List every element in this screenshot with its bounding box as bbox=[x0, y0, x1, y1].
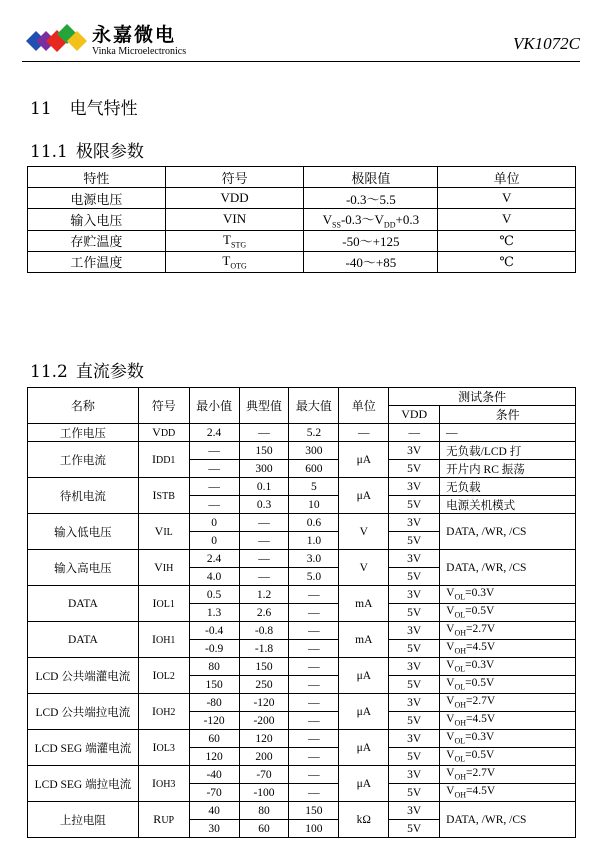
cell-min: -0.4 bbox=[189, 622, 239, 640]
cell-condition: $V_{OL}=0.5V$ bbox=[440, 676, 576, 694]
header-max: 最大值 bbox=[289, 388, 339, 424]
cell-typ: -200 bbox=[239, 712, 289, 730]
cell-typ: 150 bbox=[239, 658, 289, 676]
cell-condition: $V_{OL}=0.3V$ bbox=[440, 730, 576, 748]
header-cell: 特性 bbox=[28, 167, 166, 188]
header-test-conditions: 测试条件 bbox=[389, 388, 576, 406]
header-cell: 单位 bbox=[438, 167, 576, 188]
cell-typ: — bbox=[239, 424, 289, 442]
table-row bbox=[28, 188, 576, 209]
table-row bbox=[28, 694, 576, 712]
cell-max: — bbox=[289, 766, 339, 784]
cell-condition: — bbox=[440, 424, 576, 442]
cell-max: 5.2 bbox=[289, 424, 339, 442]
cell-name: 待机电流 bbox=[28, 478, 139, 514]
cell-max: 1.0 bbox=[289, 532, 339, 550]
cell-symbol: VIL bbox=[138, 514, 189, 550]
cell-typ: — bbox=[239, 550, 289, 568]
cell-symbol: VIN bbox=[165, 209, 304, 231]
table-header-row bbox=[28, 167, 576, 188]
cell-condition: $V_{OH}=4.5V$ bbox=[440, 784, 576, 802]
cell-vdd: 3V bbox=[389, 802, 440, 820]
cell-symbol: ISTB bbox=[138, 478, 189, 514]
cell-condition: $V_{OL}=0.3V$ bbox=[440, 586, 576, 604]
header-name: 名称 bbox=[28, 388, 139, 424]
cell-min: 150 bbox=[189, 676, 239, 694]
table-row bbox=[28, 478, 576, 496]
cell-vdd: 3V bbox=[389, 442, 440, 460]
cell-min: 2.4 bbox=[189, 424, 239, 442]
cell-name: DATA bbox=[28, 622, 139, 658]
cell-typ: 200 bbox=[239, 748, 289, 766]
cell-min: 80 bbox=[189, 658, 239, 676]
header-rule bbox=[22, 61, 580, 62]
cell-symbol: IOH1 bbox=[138, 622, 189, 658]
cell-min: — bbox=[189, 478, 239, 496]
model-number: VK1072C bbox=[512, 34, 580, 53]
page-header bbox=[0, 0, 598, 70]
cell-max: — bbox=[289, 784, 339, 802]
cell-name: 工作电流 bbox=[28, 442, 139, 478]
cell-symbol: IOL3 bbox=[138, 730, 189, 766]
brand-name-en: Vinka Microelectronics bbox=[92, 46, 187, 57]
cell-unit: mA bbox=[339, 586, 389, 622]
cell-name: DATA bbox=[28, 586, 139, 622]
header-typ: 典型值 bbox=[239, 388, 289, 424]
cell-symbol: IOL1 bbox=[138, 586, 189, 622]
cell-min: — bbox=[189, 496, 239, 514]
cell-name: 输入电压 bbox=[28, 209, 166, 231]
cell-symbol: VDD bbox=[165, 188, 304, 209]
brand-name-cn: 永嘉微电 bbox=[92, 24, 177, 46]
cell-name: LCD 公共端拉电流 bbox=[28, 694, 139, 730]
cell-typ: -70 bbox=[239, 766, 289, 784]
cell-unit: μA bbox=[339, 694, 389, 730]
cell-name: LCD SEG 端拉电流 bbox=[28, 766, 139, 802]
cell-unit: ℃ bbox=[438, 251, 576, 272]
cell-typ: — bbox=[239, 532, 289, 550]
cell-min: 40 bbox=[189, 802, 239, 820]
cell-min: 0 bbox=[189, 532, 239, 550]
cell-typ: 60 bbox=[239, 820, 289, 838]
table-row bbox=[28, 550, 576, 568]
cell-max: 300 bbox=[289, 442, 339, 460]
header-min: 最小值 bbox=[189, 388, 239, 424]
cell-vdd: 3V bbox=[389, 658, 440, 676]
cell-unit: V bbox=[438, 209, 576, 231]
cell-limit: $V_{SS}-0.3\sim V_{DD}+0.3$ bbox=[304, 209, 438, 231]
cell-name: 输入低电压 bbox=[28, 514, 139, 550]
cell-vdd: 5V bbox=[389, 604, 440, 622]
cell-vdd: 3V bbox=[389, 622, 440, 640]
cell-min: -40 bbox=[189, 766, 239, 784]
header-vdd: VDD bbox=[389, 406, 440, 424]
cell-limit: -50～+125 bbox=[304, 230, 438, 251]
cell-typ: — bbox=[239, 514, 289, 532]
cell-vdd: 3V bbox=[389, 478, 440, 496]
cell-typ: -0.8 bbox=[239, 622, 289, 640]
cell-max: — bbox=[289, 748, 339, 766]
cell-typ: 120 bbox=[239, 730, 289, 748]
cell-min: 4.0 bbox=[189, 568, 239, 586]
cell-vdd: 5V bbox=[389, 748, 440, 766]
cell-vdd: 3V bbox=[389, 694, 440, 712]
cell-unit: V bbox=[339, 514, 389, 550]
cell-typ: 0.1 bbox=[239, 478, 289, 496]
cell-condition: DATA, /WR, /CS bbox=[440, 514, 576, 550]
cell-max: — bbox=[289, 604, 339, 622]
cell-typ: 1.2 bbox=[239, 586, 289, 604]
cell-condition: 无负载 bbox=[440, 478, 576, 496]
table-row bbox=[28, 802, 576, 820]
header-unit: 单位 bbox=[339, 388, 389, 424]
cell-typ: 80 bbox=[239, 802, 289, 820]
cell-name: 工作电压 bbox=[28, 424, 139, 442]
section-11-2-heading: 11.2 直流参数 bbox=[30, 362, 144, 382]
cell-name: LCD SEG 端灌电流 bbox=[28, 730, 139, 766]
cell-typ: 150 bbox=[239, 442, 289, 460]
cell-unit: V bbox=[438, 188, 576, 209]
cell-symbol: $T_{STG}$ bbox=[165, 230, 304, 251]
table-row bbox=[28, 514, 576, 532]
cell-typ: 2.6 bbox=[239, 604, 289, 622]
cell-symbol: IDD1 bbox=[138, 442, 189, 478]
cell-vdd: 5V bbox=[389, 676, 440, 694]
cell-vdd: 3V bbox=[389, 514, 440, 532]
cell-min: 2.4 bbox=[189, 550, 239, 568]
cell-typ: -120 bbox=[239, 694, 289, 712]
cell-vdd: 5V bbox=[389, 532, 440, 550]
cell-condition: $V_{OL}=0.5V$ bbox=[440, 748, 576, 766]
cell-symbol: VIH bbox=[138, 550, 189, 586]
cell-unit: V bbox=[339, 550, 389, 586]
cell-condition: $V_{OH}=2.7V$ bbox=[440, 694, 576, 712]
cell-name: LCD 公共端灌电流 bbox=[28, 658, 139, 694]
cell-unit: — bbox=[339, 424, 389, 442]
cell-condition: $V_{OL}=0.3V$ bbox=[440, 658, 576, 676]
cell-unit: mA bbox=[339, 622, 389, 658]
table-row bbox=[28, 251, 576, 272]
absolute-max-table bbox=[27, 166, 576, 273]
cell-name: 上拉电阻 bbox=[28, 802, 139, 838]
header-cell: 符号 bbox=[165, 167, 304, 188]
table-row bbox=[28, 442, 576, 460]
cell-typ: 0.3 bbox=[239, 496, 289, 514]
cell-condition: $V_{OL}=0.5V$ bbox=[440, 604, 576, 622]
cell-condition: DATA, /WR, /CS bbox=[440, 802, 576, 838]
cell-max: 5 bbox=[289, 478, 339, 496]
cell-symbol: VDD bbox=[138, 424, 189, 442]
cell-vdd: 3V bbox=[389, 586, 440, 604]
company-logo-icon bbox=[26, 24, 88, 58]
cell-max: — bbox=[289, 586, 339, 604]
cell-symbol: IOH2 bbox=[138, 694, 189, 730]
cell-min: 1.3 bbox=[189, 604, 239, 622]
cell-symbol: RUP bbox=[138, 802, 189, 838]
cell-limit: -0.3～5.5 bbox=[304, 188, 438, 209]
dc-parameters-table bbox=[27, 387, 576, 838]
cell-typ: -1.8 bbox=[239, 640, 289, 658]
cell-vdd: 3V bbox=[389, 766, 440, 784]
cell-unit: μA bbox=[339, 730, 389, 766]
dc-table-body bbox=[28, 424, 576, 838]
section-11-heading: 11 电气特性 bbox=[30, 99, 138, 119]
cell-symbol: IOL2 bbox=[138, 658, 189, 694]
cell-max: — bbox=[289, 658, 339, 676]
cell-name: 输入高电压 bbox=[28, 550, 139, 586]
cell-max: 0.6 bbox=[289, 514, 339, 532]
cell-max: 600 bbox=[289, 460, 339, 478]
cell-unit: μA bbox=[339, 442, 389, 478]
cell-condition: $V_{OH}=4.5V$ bbox=[440, 712, 576, 730]
cell-max: — bbox=[289, 676, 339, 694]
cell-condition: 无负载/LCD 打 bbox=[440, 442, 576, 460]
cell-vdd: 5V bbox=[389, 820, 440, 838]
cell-condition: $V_{OH}=2.7V$ bbox=[440, 766, 576, 784]
cell-unit: μA bbox=[339, 478, 389, 514]
section-11-1-heading: 11.1 极限参数 bbox=[30, 142, 144, 162]
cell-condition: $V_{OH}=2.7V$ bbox=[440, 622, 576, 640]
cell-vdd: 5V bbox=[389, 568, 440, 586]
cell-vdd: 5V bbox=[389, 712, 440, 730]
cell-name: 电源电压 bbox=[28, 188, 166, 209]
table-row bbox=[28, 586, 576, 604]
cell-max: 150 bbox=[289, 802, 339, 820]
header-symbol: 符号 bbox=[138, 388, 189, 424]
cell-name: 存贮温度 bbox=[28, 230, 166, 251]
cell-vdd: — bbox=[389, 424, 440, 442]
cell-condition: 电源关机模式 bbox=[440, 496, 576, 514]
cell-typ: 250 bbox=[239, 676, 289, 694]
cell-unit: kΩ bbox=[339, 802, 389, 838]
cell-max: — bbox=[289, 712, 339, 730]
cell-min: 0 bbox=[189, 514, 239, 532]
cell-typ: 300 bbox=[239, 460, 289, 478]
cell-max: 5.0 bbox=[289, 568, 339, 586]
cell-typ: — bbox=[239, 568, 289, 586]
cell-max: — bbox=[289, 640, 339, 658]
table-row bbox=[28, 622, 576, 640]
table-row bbox=[28, 209, 576, 231]
cell-unit: ℃ bbox=[438, 230, 576, 251]
cell-vdd: 5V bbox=[389, 460, 440, 478]
cell-max: 100 bbox=[289, 820, 339, 838]
cell-max: — bbox=[289, 694, 339, 712]
cell-vdd: 3V bbox=[389, 730, 440, 748]
table-row bbox=[28, 230, 576, 251]
cell-unit: μA bbox=[339, 766, 389, 802]
cell-vdd: 5V bbox=[389, 496, 440, 514]
cell-vdd: 3V bbox=[389, 550, 440, 568]
cell-limit: -40～+85 bbox=[304, 251, 438, 272]
cell-vdd: 5V bbox=[389, 640, 440, 658]
cell-name: 工作温度 bbox=[28, 251, 166, 272]
cell-vdd: 5V bbox=[389, 784, 440, 802]
cell-min: -80 bbox=[189, 694, 239, 712]
table-row bbox=[28, 730, 576, 748]
cell-max: 10 bbox=[289, 496, 339, 514]
cell-symbol: IOH3 bbox=[138, 766, 189, 802]
cell-min: 60 bbox=[189, 730, 239, 748]
header-condition: 条件 bbox=[440, 406, 576, 424]
cell-unit: μA bbox=[339, 658, 389, 694]
cell-min: 0.5 bbox=[189, 586, 239, 604]
cell-min: 30 bbox=[189, 820, 239, 838]
cell-min: -70 bbox=[189, 784, 239, 802]
cell-symbol: $T_{OTG}$ bbox=[165, 251, 304, 272]
table-row bbox=[28, 766, 576, 784]
header-cell: 极限值 bbox=[304, 167, 438, 188]
table-row bbox=[28, 424, 576, 442]
cell-condition: DATA, /WR, /CS bbox=[440, 550, 576, 586]
cell-min: — bbox=[189, 442, 239, 460]
cell-min: — bbox=[189, 460, 239, 478]
cell-condition: $V_{OH}=4.5V$ bbox=[440, 640, 576, 658]
cell-max: 3.0 bbox=[289, 550, 339, 568]
cell-min: 120 bbox=[189, 748, 239, 766]
cell-condition: 开片内 RC 振荡 bbox=[440, 460, 576, 478]
cell-min: -120 bbox=[189, 712, 239, 730]
cell-min: -0.9 bbox=[189, 640, 239, 658]
table-header-row bbox=[28, 388, 576, 406]
cell-max: — bbox=[289, 622, 339, 640]
table-row bbox=[28, 658, 576, 676]
cell-typ: -100 bbox=[239, 784, 289, 802]
cell-max: — bbox=[289, 730, 339, 748]
